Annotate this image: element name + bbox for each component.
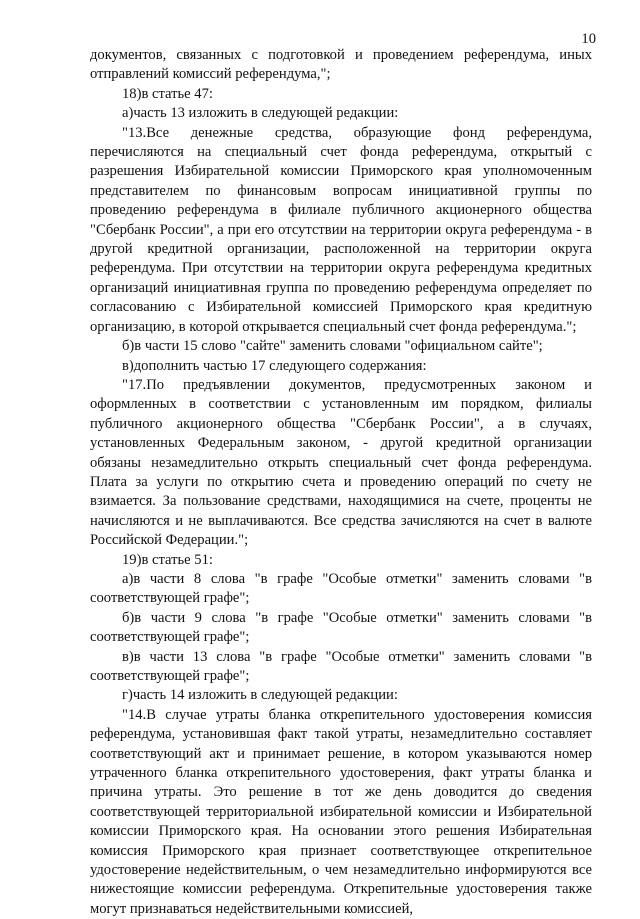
paragraph: "17.По предъявлении документов, предусмотренных законом и оформленных в соответствии с установленным им порядком, филиалы публичного акционерного общества "Сбербанк России", а в случаях, установленных Федеральным законом, - другой кредитной организации обязаны незамедлительно открыть специальный счет фонда референдума. Плата за услуги по открытию счета и проведению операций по счету не взимается. За пользование средствами, находящимися на счете, проценты не начисляются и не выплачиваются. Все средства зачисляются на счет в валюте Российской Федерации."; [90, 376, 592, 549]
document-body [90, 46, 592, 919]
paragraph: "14.В случае утраты бланка открепительного удостоверения комиссия референдума, установившая факт такой утраты, незамедлительно составляет соответствующий акт и принимает решение, в котором указываются номер утраченного бланка открепительного удостоверения, факт утраты бланка и причина утраты. Это решение в тот же день доводится до сведения соответствующей территориальной избирательной комиссии и Избирательной комиссии Приморского края. На основании этого решения Избирательная комиссия Приморского края признает соответствующее открепительное удостоверение недействительным, о чем незамедлительно информируются все нижестоящие комиссии референдума. Открепительные удостоверения также могут признаваться недействительными комиссией, [90, 706, 592, 917]
paragraph: 18)в статье 47: [122, 85, 213, 102]
page-number: 10 [581, 31, 596, 47]
paragraph: а)часть 13 изложить в следующей редакции: [122, 105, 399, 122]
paragraph: 19)в статье 51: [122, 551, 213, 568]
paragraph: "13.Все денежные средства, образующие фонд референдума, перечисляются на специальный счет фонда референдума, открытый с разрешения Избирательной комиссии Приморского края уполномоченным представителем по финансовым вопросам инициативной группы по проведению референдума в филиале публичного акционерного общества "Сбербанк России", а при его отсутствии на территории округа референдума - в другой кредитной организации, расположенной на территории округа референдума. При отсутствии на территории округа референдума кредитных организаций инициативная группа по проведению референдума определяет по согласованию с Избирательной комиссией Приморского края кредитную организацию, в которой открывается специальный счет фонда референдума."; [90, 124, 592, 335]
paragraph: а)в части 8 слова "в графе "Особые отметки" заменить словами "в соответствующей графе"; [90, 570, 592, 607]
paragraph: б)в части 15 слово "сайте" заменить словами "официальном сайте"; [122, 338, 543, 355]
paragraph: г)часть 14 изложить в следующей редакции: [122, 687, 398, 704]
paragraph: в)в части 13 слова "в графе "Особые отметки" заменить словами "в соответствующей графе"; [90, 648, 592, 684]
paragraph: документов, связанных с подготовкой и проведением референдума, иных отправлений комиссий референдума,"; [90, 47, 592, 83]
paragraph: б)в части 9 слова "в графе "Особые отметки" заменить словами "в соответствующей графе"; [90, 609, 592, 646]
paragraph: в)дополнить частью 17 следующего содержания: [122, 357, 427, 374]
